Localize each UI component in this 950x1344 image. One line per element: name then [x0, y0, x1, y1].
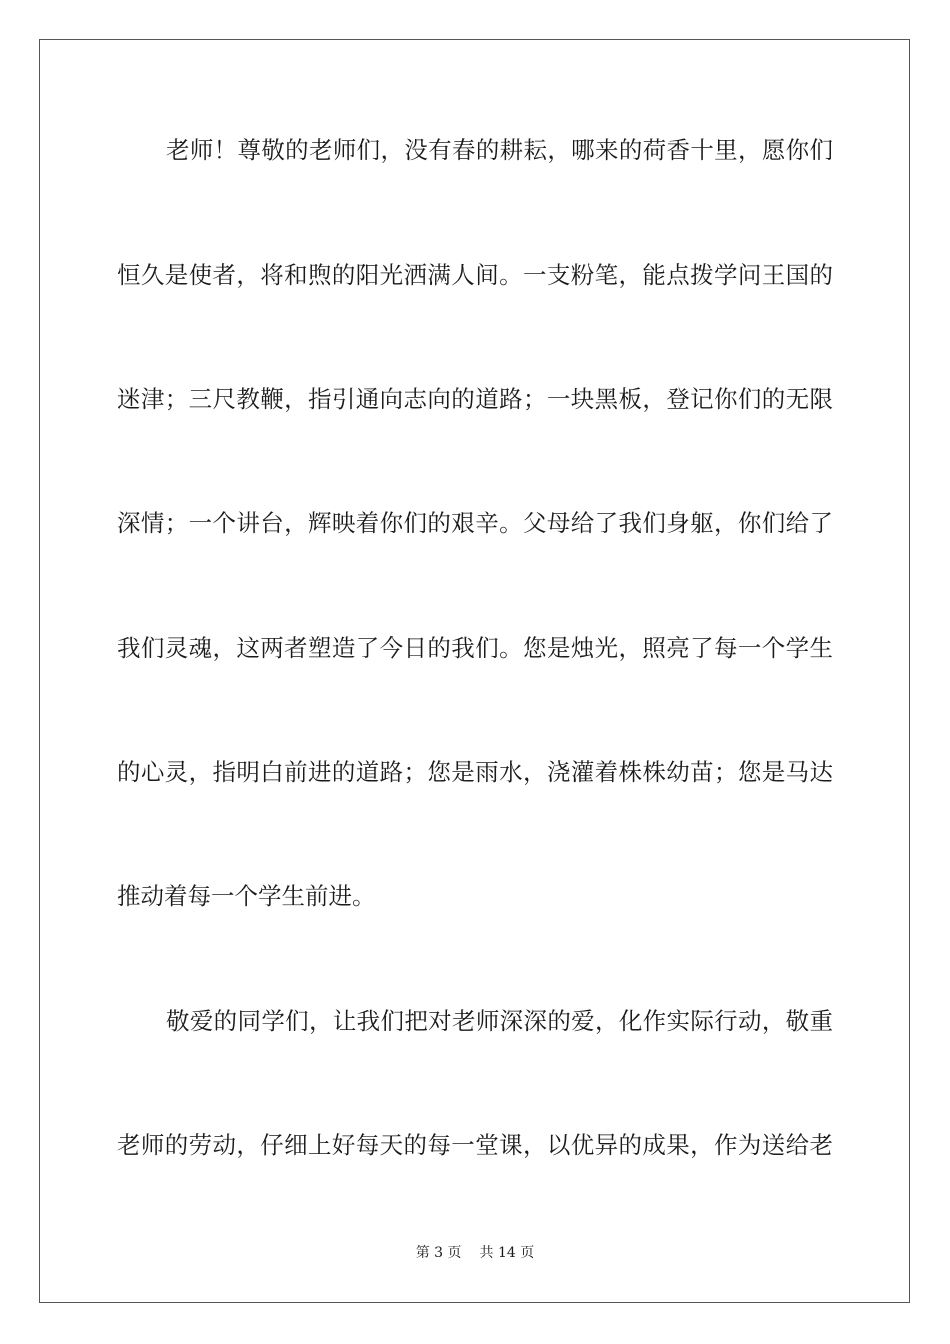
paragraph-line: 老师的劳动，仔细上好每天的每一堂课，以优异的成果，作为送给老	[117, 1131, 833, 1159]
page-footer	[0, 1243, 950, 1263]
paragraph-line: 老师！尊敬的老师们，没有春的耕耘，哪来的荷香十里，愿你们	[166, 136, 833, 164]
paragraph-line: 恒久是使者，将和煦的阳光洒满人间。一支粉笔，能点拨学问王国的	[117, 261, 833, 289]
paragraph-line: 的心灵，指明白前进的道路；您是雨水，浇灌着株株幼苗；您是马达	[117, 758, 833, 786]
page-border	[39, 39, 910, 1303]
paragraph-line: 我们灵魂，这两者塑造了今日的我们。您是烛光，照亮了每一个学生	[117, 634, 833, 662]
total-pages: 共 14 页	[479, 1245, 535, 1261]
paragraph-line: 迷津；三尺教鞭，指引通向志向的道路；一块黑板，登记你们的无限	[117, 385, 833, 413]
page-number: 第 3 页	[415, 1245, 462, 1261]
paragraph-line: 敬爱的同学们，让我们把对老师深深的爱，化作实际行动，敬重	[166, 1007, 833, 1035]
paragraph-line: 推动着每一个学生前进。	[117, 882, 376, 910]
paragraph-line: 深情；一个讲台，辉映着你们的艰辛。父母给了我们身躯，你们给了	[117, 509, 833, 537]
